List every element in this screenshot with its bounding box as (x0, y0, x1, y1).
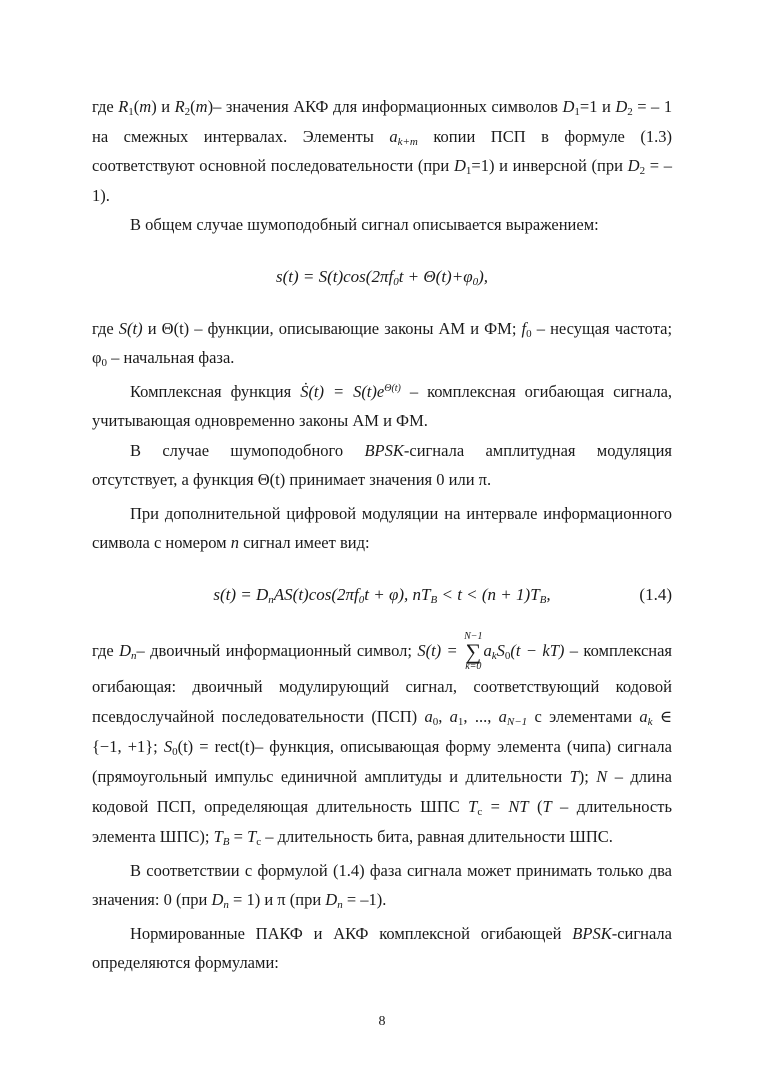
paragraph-acf-values: где $R_1(m)$ и $R_2(m)-$ значения АКФ для информационных символов $D_1=1$ и $D_2$ = – 1 на смежных интервалах. Элементы $a_{k+m}$ копии ПСП в формуле (1.3) соответствуют основной последовательности (при $D_1=1$) и инверсной (при $D_2$ = – 1). (92, 97, 673, 205)
paragraph-complex-function: Комплексная функция Ṡ(t) = $S(t)e^{\Theta(t)}$ – комплексная огибающая сигнала, учитывающая одновременно законы АМ и ФМ. (92, 381, 673, 430)
paragraph-phase-values: В соответствии с формулой (1.4) фаза сигнала может принимать только два значения: 0 (при $D_n = 1$) и π (при $D_n = -1$). (92, 860, 672, 911)
paragraph-general-case: В общем случае шумоподобный сигнал описывается выражением: (130, 215, 599, 234)
formula-noise-signal: $s(t) = S(t)\cos(2\pi f_0t + \Theta(t)+\varphi_0)$, (275, 266, 489, 288)
paragraph-bpsk-case: В случае шумоподобного BPSK-сигнала амплитудная модуляция отсутствует, а функция Θ(t) принимает значения 0 или π. (92, 440, 672, 489)
page-number: 8 (378, 1014, 386, 1029)
paragraph-definitions: где $D_n-$ двоичный информационный символ; S(t) = N−1 ∑ k=0 $a_kS_0(t - kT)$ – комплексная огибающая: двоичный модулирующий сигнал, соответствующий кодовой псевдослучайной последовательности (ПСП) $a_0$, $a_1$, ..., $a_{N-1}$ с элементами $a_k$ ∈ {−1, +1}; $S_0(t)$ = rect(t)– функция, описывающая форму элемента (чипа) сигнала (прямоугольный импульс единичной амплитуды и длительности T); N – длина кодовой ПСП, определяющая длительность ШПС $T_с$ = NT (T – длительность элемента ШПС); $T_B = T_с$ – длительность бита, равная длительности ШПС. (92, 630, 673, 848)
summation-sign: N−1 ∑ k=0 (464, 630, 483, 672)
paragraph-digital-modulation: При дополнительной цифровой модуляции на интервале информационного символа с номером n сигнал имеет вид: (92, 503, 672, 552)
formula-1-4: $s(t) = D_nAS(t)\cos(2\pi f_0t + \varphi)$, $nT_B < t < (n + 1)T_B$, (1.4) (92, 558, 672, 632)
equation-number: (1.4) (639, 584, 672, 604)
document-page (92, 92, 672, 978)
paragraph-normalized-acf: Нормированные ПАКФ и АКФ комплексной огибающей BPSK-сигнала определяются формулами: (92, 923, 672, 972)
paragraph-functions: где S(t) и Θ(t) – функции, описывающие законы АМ и ФМ; $f_0$ – несущая частота; $\varphi_0$ – начальная фаза. (92, 318, 673, 369)
